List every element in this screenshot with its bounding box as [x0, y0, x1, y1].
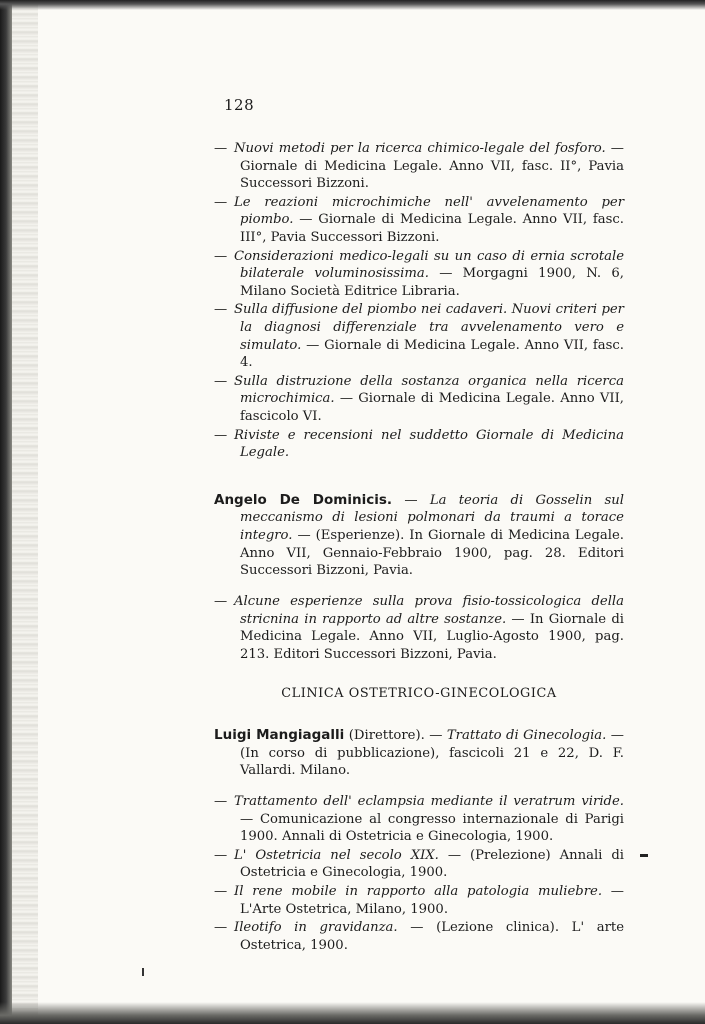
- entry-source: — (In corso di pubblicazione), fascicoli 21 e 22, D. F. Vallardi. Milano.: [240, 728, 624, 779]
- entry-title: La teoria di Gosselin sul meccanismo di lesioni polmonari da traumi a torace integro.: [240, 492, 625, 544]
- entry-source: — Comunicazione al congresso internazionale di Parigi 1900. Annali di Ostetricia e Ginecologia, 1900.: [240, 811, 624, 845]
- author-role: (Direttore).: [344, 728, 425, 743]
- entry-source: — (Lezione clinica). L' arte Ostetrica, 1900.: [240, 920, 624, 953]
- entry-title: Il rene mobile in rapporto alla patologia muliebre.: [234, 883, 603, 899]
- entry-source: — Giornale di Medicina Legale. Anno VII, fasc. 4.: [240, 337, 624, 371]
- entry-title: Sulla distruzione della sostanza organica nella ricerca microchimica.: [234, 373, 624, 407]
- bibliography-list-3: [214, 727, 624, 954]
- entry-source: — L'Arte Ostetrica, Milano, 1900.: [240, 883, 624, 917]
- page-number: 128: [224, 96, 255, 114]
- page-content: [214, 140, 624, 955]
- author-name: Luigi Mangiagalli: [214, 727, 345, 743]
- bibliography-entry: — Il rene mobile in rapporto alla patologia muliebre. — L'Arte Ostetrica, Milano, 1900.: [214, 883, 624, 917]
- entry-source: — Morgagni 1900, N. 6, Milano Società Editrice Libraria.: [240, 266, 624, 299]
- entry-title: Sulla diffusione del piombo nei cadaveri. Nuovi criteri per la diagnosi differenziale tra avvelenamento vero e simulato.: [234, 302, 624, 353]
- entry-source: — Giornale di Medicina Legale. Anno VII, fasc. II°, Pavia Successori Bizzoni.: [240, 141, 624, 192]
- bibliography-list-2: [214, 492, 624, 664]
- page-gutter: [12, 0, 38, 1024]
- bibliography-entry: — L' Ostetricia nel secolo XIX. — (Prelezione) Annali di Ostetricia e Ginecologia, 1900.: [214, 847, 624, 881]
- entry-source: — In Giornale di Medicina Legale. Anno VII, Luglio-Agosto 1900, pag. 213. Editori Successori Bizzoni, Pavia.: [240, 611, 624, 662]
- entry-title: Nuovi metodi per la ricerca chimico-legale del fosforo.: [234, 141, 606, 156]
- bibliography-entry: — Ileotifo in gravidanza. — (Lezione clinica). L' arte Ostetrica, 1900.: [214, 920, 624, 953]
- bibliography-entry: — Nuovi metodi per la ricerca chimico-legale del fosforo. — Giornale di Medicina Legale. Anno VII, fasc. II°, Pavia Successori Bizzoni.: [214, 141, 624, 192]
- top-page-edge: [0, 0, 705, 10]
- entry-title: Le reazioni microchimiche nell' avvelenamento per piombo.: [234, 194, 624, 228]
- section-heading: CLINICA OSTETRICO-GINECOLOGICA: [281, 686, 557, 702]
- entry-title: Trattato di Ginecologia.: [446, 728, 607, 743]
- ink-mark: [142, 968, 144, 976]
- entry-source: — (Esperienze). In Giornale di Medicina Legale. Anno VII, Gennaio-Febbraio 1900, pag. 28. Editori Successori Bizzoni, Pavia.: [240, 528, 624, 579]
- bottom-page-edge: [0, 1002, 705, 1024]
- entry-source: — Giornale di Medicina Legale. Anno VII, fasc. III°, Pavia Successori Bizzoni.: [240, 212, 624, 245]
- entry-source: — Giornale di Medicina Legale. Anno VII, fascicolo VI.: [240, 391, 624, 424]
- bibliography-entry: — Riviste e recensioni nel suddetto Giornale di Medicina Legale.: [214, 427, 624, 461]
- book-spine-shadow: [0, 0, 12, 1024]
- author-name: Angelo De Dominicis.: [214, 491, 392, 508]
- bibliography-entry: — Alcune esperienze sulla prova fisio-tossicologica della stricnina in rapporto ad altre sostanze. — In Giornale di Medicina Legale. Anno VII, Luglio-Agosto 1900, pag. 213. Editori Successori Bizzoni, Pavia.: [214, 594, 624, 662]
- bibliography-entry: — Sulla distruzione della sostanza organica nella ricerca microchimica. — Giornale di Medicina Legale. Anno VII, fascicolo VI.: [214, 373, 624, 424]
- bibliography-list-1: [214, 140, 624, 462]
- entry-title: Trattamento dell' eclampsia mediante il veratrum viride.: [234, 793, 624, 809]
- author-entry: Luigi Mangiagalli (Direttore). — Trattato di Ginecologia. — (In corso di pubblicazione), fascicoli 21 e 22, D. F. Vallardi. Milano.: [214, 727, 624, 779]
- entry-title: Riviste e recensioni nel suddetto Giornale di Medicina Legale.: [234, 427, 624, 461]
- entry-source: — (Prelezione) Annali di Ostetricia e Ginecologia, 1900.: [240, 847, 624, 881]
- entry-title: Considerazioni medico-legali su un caso di ernia scrotale bilaterale voluminosissima.: [234, 248, 624, 282]
- bibliography-entry: — Sulla diffusione del piombo nei cadaveri. Nuovi criteri per la diagnosi differenziale tra avvelenamento vero e simulato. — Giornale di Medicina Legale. Anno VII, fasc. 4.: [214, 302, 624, 371]
- bibliography-entry: — Trattamento dell' eclampsia mediante il veratrum viride. — Comunicazione al congresso internazionale di Parigi 1900. Annali di Ostetricia e Ginecologia, 1900.: [214, 793, 624, 845]
- author-entry: Angelo De Dominicis. — La teoria di Gosselin sul meccanismo di lesioni polmonari da traumi a torace integro. — (Esperienze). In Giornale di Medicina Legale. Anno VII, Gennaio-Febbraio 1900, pag. 28. Editori Successori Bizzoni, Pavia.: [214, 491, 625, 579]
- entry-title: Alcune esperienze sulla prova fisio-tossicologica della stricnina in rapporto ad altre sostanze.: [234, 594, 624, 627]
- entry-title: L' Ostetricia nel secolo XIX.: [234, 847, 439, 863]
- entry-title: Ileotifo in gravidanza.: [234, 920, 398, 936]
- bibliography-entry: — Considerazioni medico-legali su un caso di ernia scrotale bilaterale voluminosissima. — Morgagni 1900, N. 6, Milano Società Editrice Libraria.: [214, 248, 624, 299]
- bibliography-entry: — Le reazioni microchimiche nell' avvelenamento per piombo. — Giornale di Medicina Legale. Anno VII, fasc. III°, Pavia Successori Bizzoni.: [214, 194, 624, 245]
- ink-mark: [640, 854, 648, 857]
